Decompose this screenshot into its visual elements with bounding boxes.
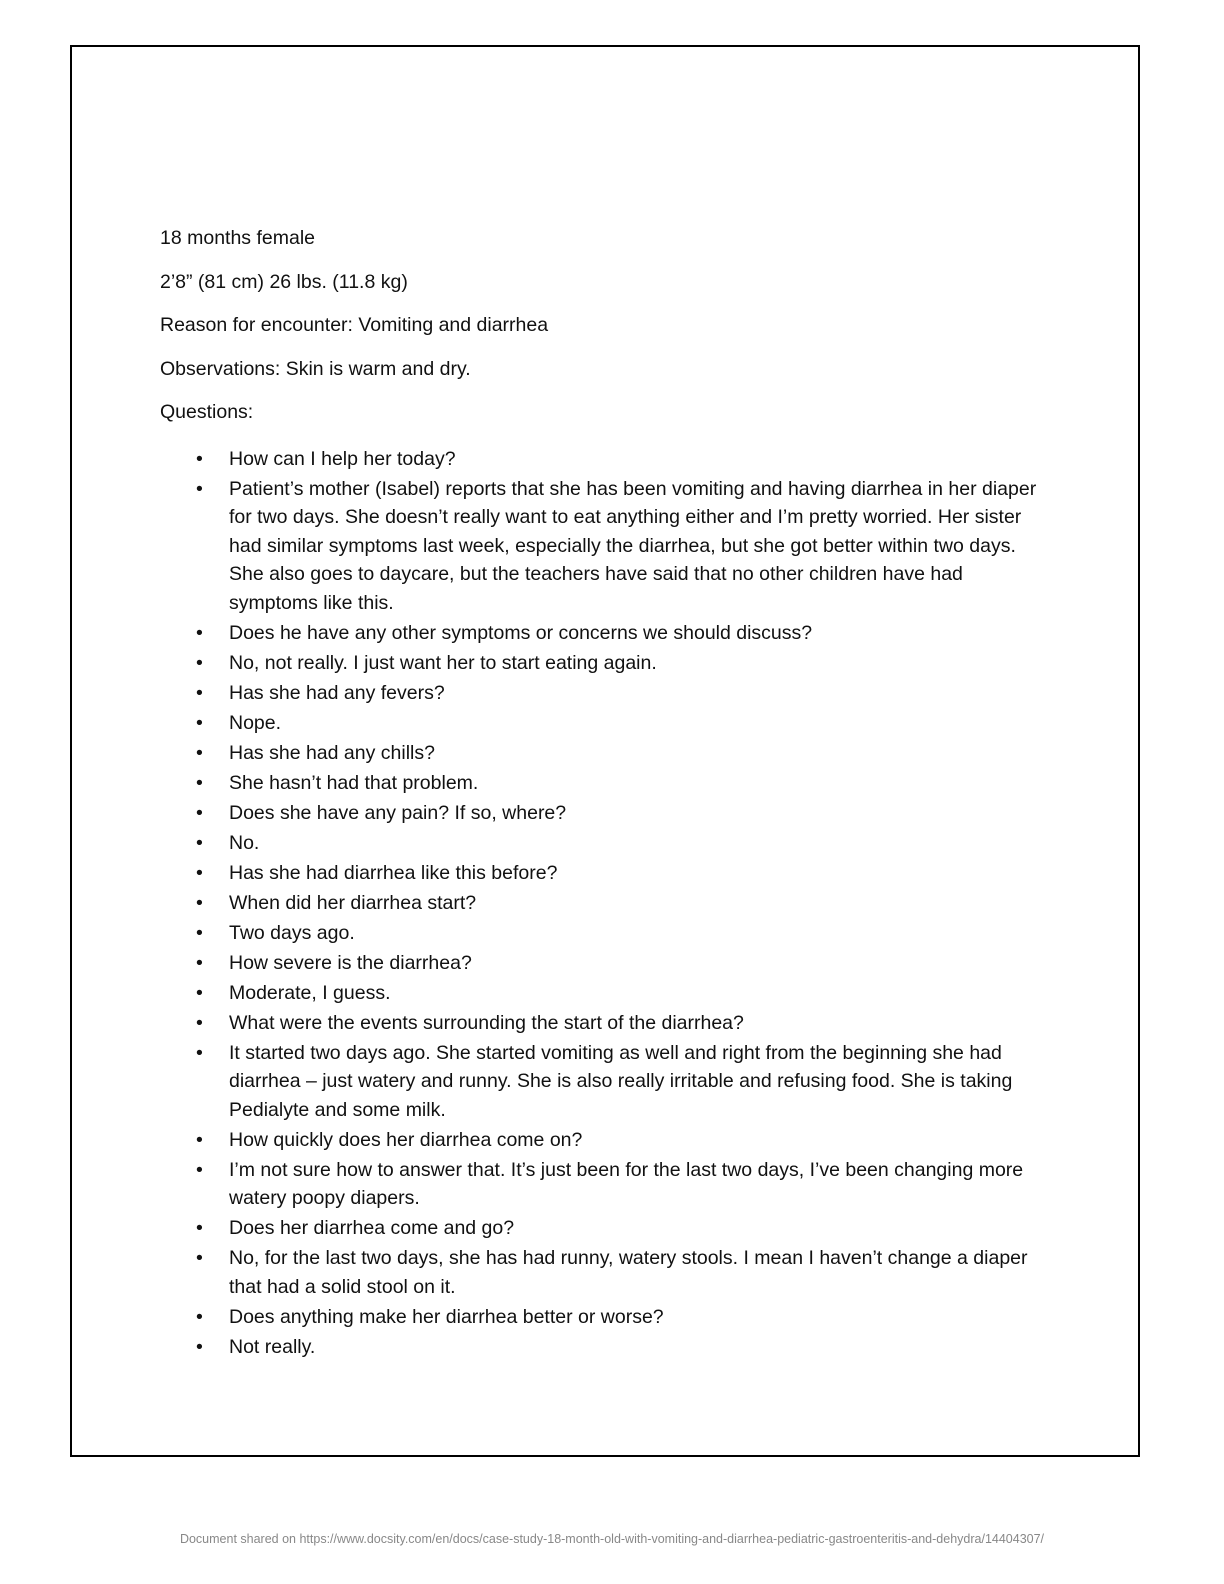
- patient-measurements: 2’8” (81 cm) 26 lbs. (11.8 kg): [160, 270, 408, 293]
- list-item: [160, 1303, 1054, 1332]
- list-item: [160, 919, 1054, 948]
- bullet-icon: •: [196, 951, 203, 974]
- list-item-text: What were the events surrounding the start of the diarrhea?: [229, 1011, 744, 1034]
- list-item: [160, 1244, 1054, 1301]
- docsity-footer: Document shared on https://www.docsity.com/en/docs/case-study-18-month-old-with-vomiting-and-diarrhea-pediatric-gastroenteritis-and-dehydra/14404307/: [179, 1532, 1045, 1546]
- list-item-text: Not really.: [229, 1335, 316, 1358]
- list-item: [160, 769, 1054, 798]
- bullet-icon: •: [196, 1305, 203, 1328]
- bullet-icon: •: [196, 1217, 203, 1239]
- observations: Observations: Skin is warm and dry.: [160, 357, 471, 380]
- bullet-icon: •: [196, 1041, 203, 1064]
- list-item: [160, 649, 1054, 678]
- bullet-icon: •: [196, 1247, 203, 1269]
- list-item-text: Has she had diarrhea like this before?: [229, 861, 558, 884]
- list-item-text: No, for the last two days, she has had runny, watery stools. I mean I haven’t change a diaper that had a solid stool on it.: [229, 1247, 1028, 1298]
- encounter-reason: Reason for encounter: Vomiting and diarrhea: [160, 314, 549, 336]
- patient-demographics: 18 months female: [160, 227, 316, 249]
- bullet-icon: •: [196, 477, 203, 500]
- bullet-icon: •: [196, 981, 203, 1004]
- list-item-text: She hasn’t had that problem.: [229, 771, 479, 794]
- list-item: [160, 445, 1054, 474]
- bullet-icon: •: [196, 681, 203, 704]
- list-item-text: No.: [229, 831, 260, 854]
- list-item-text: When did her diarrhea start?: [229, 891, 477, 914]
- list-item-text: Two days ago.: [229, 921, 355, 944]
- bullet-icon: •: [196, 1128, 203, 1151]
- case-content: [160, 224, 1060, 1360]
- list-item: [160, 949, 1054, 978]
- list-item-text: Does she have any pain? If so, where?: [229, 801, 567, 824]
- list-item: [160, 475, 1054, 618]
- list-item: [160, 679, 1054, 708]
- list-item-text: How quickly does her diarrhea come on?: [229, 1128, 583, 1151]
- list-item-text: Does he have any other symptoms or concerns we should discuss?: [229, 621, 813, 644]
- list-item: [160, 1009, 1054, 1038]
- list-item: [160, 799, 1054, 828]
- bullet-icon: •: [196, 651, 203, 674]
- list-item-text: Nope.: [229, 711, 282, 734]
- bullet-icon: •: [196, 861, 203, 884]
- bullet-icon: •: [196, 1011, 203, 1034]
- list-item: [160, 709, 1054, 738]
- list-item-text: Has she had any chills?: [229, 741, 435, 764]
- bullet-icon: •: [196, 741, 203, 764]
- list-item: [160, 1156, 1054, 1213]
- list-item-text: Patient’s mother (Isabel) reports that she has been vomiting and having diarrhea in her diaper for two days. She doesn’t really want to eat anything either and I’m pretty worried. Her sister had similar symptoms last week, especially the diarrhea, but she got better within two days. She also goes to daycare, but the teachers have said that no other children have had symptoms like this.: [229, 477, 1037, 614]
- list-item-text: Moderate, I guess.: [229, 981, 391, 1004]
- bullet-icon: •: [196, 621, 203, 644]
- list-item-text: I’m not sure how to answer that. It’s just been for the last two days, I’ve been changing more watery poopy diapers.: [229, 1158, 1024, 1209]
- bullet-icon: •: [196, 711, 203, 734]
- list-item-text: How severe is the diarrhea?: [229, 951, 472, 974]
- list-item: [160, 829, 1054, 858]
- list-item-text: Does her diarrhea come and go?: [229, 1217, 515, 1239]
- list-item: [160, 979, 1054, 1008]
- bullet-icon: •: [196, 891, 203, 914]
- list-item: [160, 1333, 1054, 1362]
- bullet-icon: •: [196, 921, 203, 944]
- list-item-text: How can I help her today?: [229, 447, 456, 470]
- list-item: [160, 1039, 1054, 1125]
- questions-heading: Questions:: [160, 401, 254, 423]
- qa-list: [160, 445, 1060, 1362]
- bullet-icon: •: [196, 1158, 203, 1181]
- list-item: [160, 739, 1054, 768]
- list-item-text: It started two days ago. She started vomiting as well and right from the beginning she had diarrhea – just watery and runny. She is also really irritable and refusing food. She is taking Pedialyte and some milk.: [229, 1041, 1013, 1121]
- list-item: [160, 619, 1054, 648]
- list-item-text: Does anything make her diarrhea better or worse?: [229, 1305, 664, 1328]
- list-item: [160, 889, 1054, 918]
- bullet-icon: •: [196, 447, 203, 470]
- list-item: [160, 1214, 1054, 1243]
- bullet-icon: •: [196, 771, 203, 794]
- bullet-icon: •: [196, 1335, 203, 1358]
- bullet-icon: •: [196, 831, 203, 854]
- list-item-text: No, not really. I just want her to start eating again.: [229, 651, 657, 674]
- bullet-icon: •: [196, 801, 203, 824]
- list-item: [160, 859, 1054, 888]
- list-item: [160, 1126, 1054, 1155]
- list-item-text: Has she had any fevers?: [229, 681, 445, 704]
